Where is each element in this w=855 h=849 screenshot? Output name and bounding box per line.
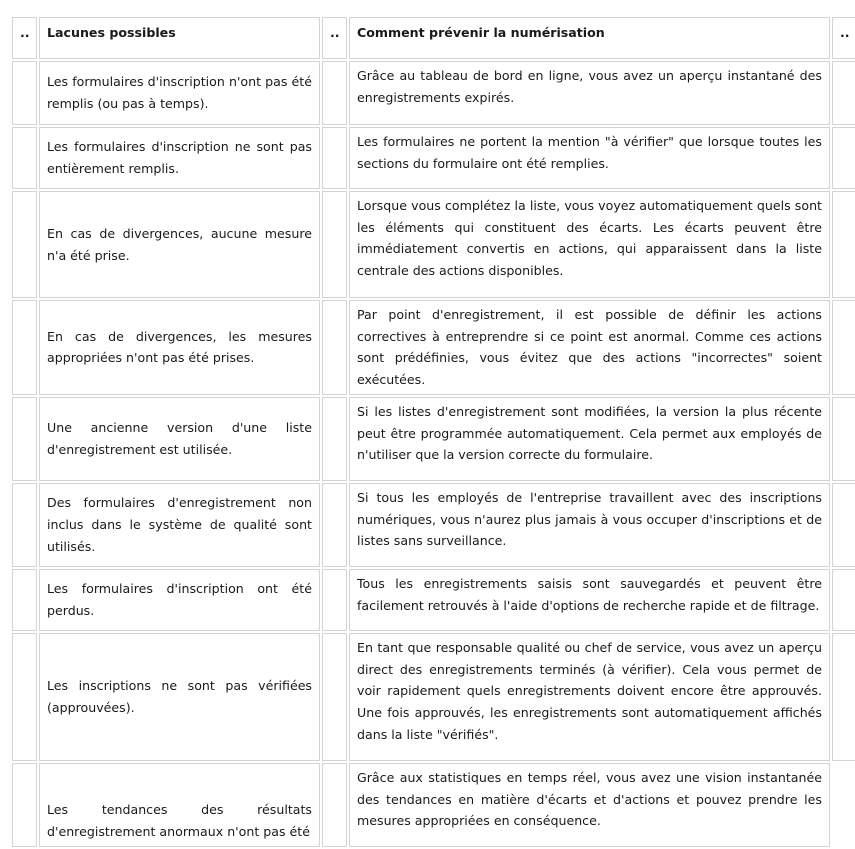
prevention-cell: Si les listes d'enregistrement sont modifiées, la version la plus récente peut être programmée automatiquement. Cela permet aux employés de n'utiliser que la version correcte du formulaire.	[349, 397, 830, 481]
empty-cell	[322, 633, 347, 761]
empty-cell	[322, 127, 347, 189]
table-row	[12, 300, 855, 395]
gap-cell: En cas de divergences, aucune mesure n'a été prise.	[39, 191, 320, 298]
table-header-row	[12, 17, 855, 59]
empty-cell	[832, 191, 855, 298]
empty-cell	[322, 300, 347, 395]
gaps-table	[10, 15, 855, 849]
header-prevention: Comment prévenir la numérisation	[349, 17, 830, 59]
empty-cell	[322, 397, 347, 481]
gap-cell: Une ancienne version d'une liste d'enregistrement est utilisée.	[39, 397, 320, 481]
empty-cell	[832, 483, 855, 567]
empty-cell	[12, 300, 37, 395]
prevention-cell: Si tous les employés de l'entreprise travaillent avec des inscriptions numériques, vous n'aurez plus jamais à vous occuper d'inscriptions et de listes sans surveillance.	[349, 483, 830, 567]
empty-cell	[832, 127, 855, 189]
prevention-cell: En tant que responsable qualité ou chef de service, vous avez un aperçu direct des enregistrements terminés (à vérifier). Cela vous permet de voir rapidement quels enregistrements doivent encore être approuvés. Une fois approuvés, les enregistrements sont automatiquement affichés dans la liste "vérifiés".	[349, 633, 830, 761]
header-marker-3: ..	[832, 17, 855, 59]
empty-cell	[12, 127, 37, 189]
gap-cell: En cas de divergences, les mesures appropriées n'ont pas été prises.	[39, 300, 320, 395]
empty-cell	[322, 569, 347, 631]
gap-cell: Les inscriptions ne sont pas vérifiées (approuvées).	[39, 633, 320, 761]
empty-cell	[322, 61, 347, 125]
table-row	[12, 633, 855, 761]
table-row	[12, 127, 855, 189]
table-row	[12, 191, 855, 298]
empty-cell	[832, 300, 855, 395]
table-row	[12, 569, 855, 631]
empty-cell	[12, 569, 37, 631]
empty-cell	[12, 61, 37, 125]
empty-cell	[832, 397, 855, 481]
gap-cell: Les formulaires d'inscription ont été perdus.	[39, 569, 320, 631]
gap-cell: Des formulaires d'enregistrement non inclus dans le système de qualité sont utilisés.	[39, 483, 320, 567]
prevention-cell: Les formulaires ne portent la mention "à vérifier" que lorsque toutes les sections du formulaire ont été remplies.	[349, 127, 830, 189]
empty-cell	[12, 397, 37, 481]
prevention-cell: Grâce aux statistiques en temps réel, vous avez une vision instantanée des tendances en matière d'écarts et d'actions et pouvez prendre les mesures appropriées en conséquence.	[349, 763, 830, 847]
empty-cell	[322, 483, 347, 567]
gap-cell: Les tendances des résultats d'enregistrement anormaux n'ont pas été	[39, 763, 320, 847]
empty-cell	[12, 483, 37, 567]
header-marker-1: ..	[12, 17, 37, 59]
gap-cell: Les formulaires d'inscription ne sont pas entièrement remplis.	[39, 127, 320, 189]
header-possible-gaps: Lacunes possibles	[39, 17, 320, 59]
empty-cell	[322, 763, 347, 847]
empty-cell	[832, 61, 855, 125]
table-row	[12, 483, 855, 567]
prevention-cell: Par point d'enregistrement, il est possible de définir les actions correctives à entreprendre si ce point est anormal. Comme ces actions sont prédéfinies, vous évitez que des actions "incorrectes" soient exécutées.	[349, 300, 830, 395]
empty-cell	[832, 763, 855, 847]
table-row	[12, 397, 855, 481]
table-row	[12, 763, 855, 847]
table-row	[12, 61, 855, 125]
header-marker-2: ..	[322, 17, 347, 59]
empty-cell	[832, 633, 855, 761]
empty-cell	[12, 633, 37, 761]
prevention-cell: Grâce au tableau de bord en ligne, vous avez un aperçu instantané des enregistrements expirés.	[349, 61, 830, 125]
prevention-cell: Tous les enregistrements saisis sont sauvegardés et peuvent être facilement retrouvés à l'aide d'options de recherche rapide et de filtrage.	[349, 569, 830, 631]
empty-cell	[832, 569, 855, 631]
empty-cell	[12, 763, 37, 847]
empty-cell	[12, 191, 37, 298]
empty-cell	[322, 191, 347, 298]
gap-cell: Les formulaires d'inscription n'ont pas été remplis (ou pas à temps).	[39, 61, 320, 125]
prevention-cell: Lorsque vous complétez la liste, vous voyez automatiquement quels sont les éléments qui constituent des écarts. Les écarts peuvent être immédiatement convertis en actions, qui apparaissent dans la liste centrale des actions disponibles.	[349, 191, 830, 298]
